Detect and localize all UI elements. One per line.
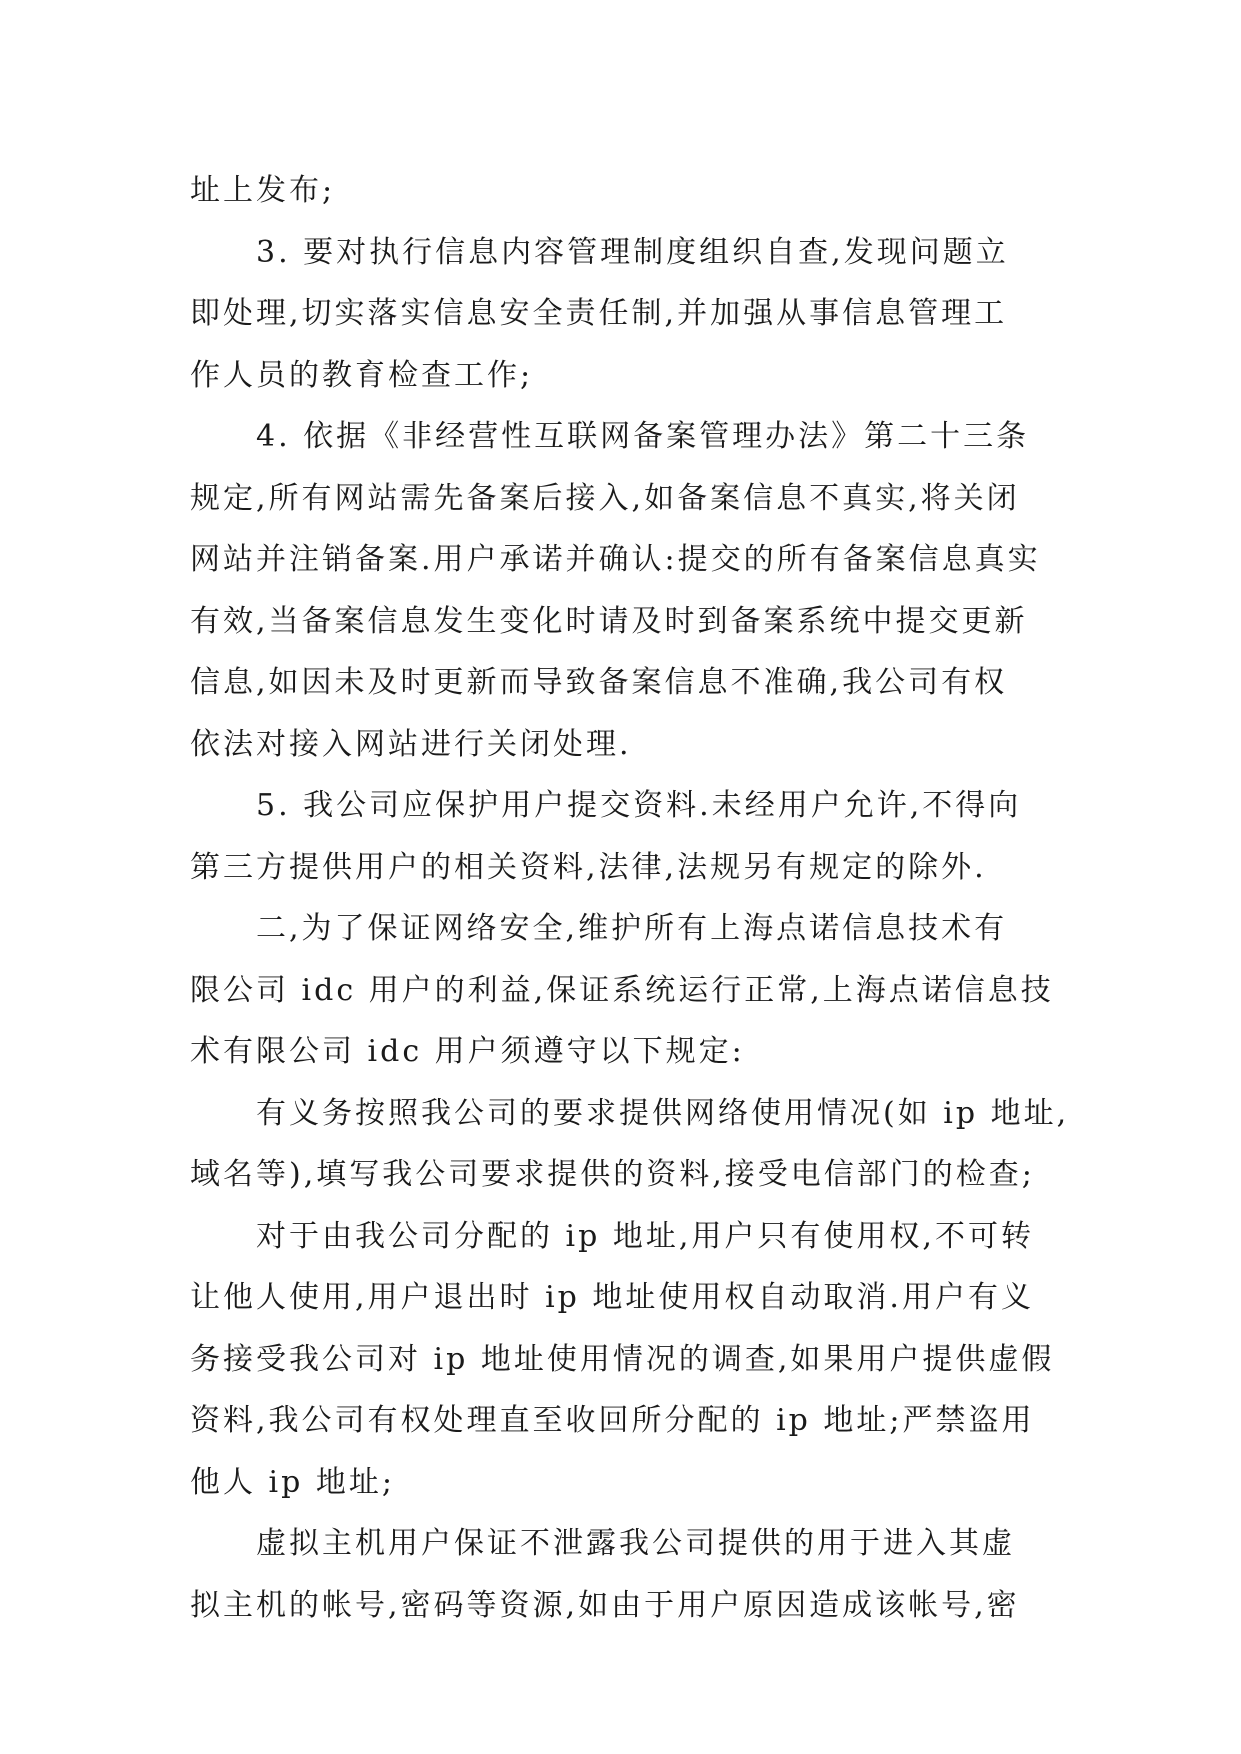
- text-line: 5. 我公司应保护用户提交资料.未经用户允许,不得向: [256, 788, 1022, 823]
- text-line: 域名等),填写我公司要求提供的资料,接受电信部门的检查;: [190, 1157, 1035, 1192]
- text-line: 虚拟主机用户保证不泄露我公司提供的用于进入其虚: [256, 1526, 1015, 1561]
- text-line: 即处理,切实落实信息安全责任制,并加强从事信息管理工: [190, 296, 1008, 331]
- text-line: 他人 ip 地址;: [190, 1464, 395, 1500]
- text-line: 3. 要对执行信息内容管理制度组织自查,发现问题立: [256, 234, 1009, 270]
- text-line: 信息,如因未及时更新而导致备案信息不准确,我公司有权: [190, 665, 1008, 700]
- text-line: 有效,当备案信息发生变化时请及时到备案系统中提交更新: [190, 603, 1028, 639]
- text-line: 4. 依据《非经营性互联网备案管理办法》第二十三条: [256, 419, 1030, 454]
- text-line: 务接受我公司对 ip 地址使用情况的调查,如果用户提供虚假: [190, 1341, 1055, 1377]
- text-line: 规定,所有网站需先备案后接入,如备案信息不真实,将关闭: [190, 480, 1020, 516]
- body-text: [190, 160, 1090, 1636]
- text-line: 有义务按照我公司的要求提供网络使用情况(如 ip 地址,: [256, 1095, 1070, 1131]
- text-line: 对于由我公司分配的 ip 地址,用户只有使用权,不可转: [256, 1218, 1034, 1254]
- text-line: 资料,我公司有权处理直至收回所分配的 ip 地址;严禁盗用: [190, 1403, 1035, 1438]
- text-line: 术有限公司 idc 用户须遵守以下规定:: [190, 1034, 745, 1069]
- text-line: 网站并注销备案.用户承诺并确认:提交的所有备案信息真实: [190, 542, 1041, 577]
- text-line: 第三方提供用户的相关资料,法律,法规另有规定的除外.: [190, 849, 987, 885]
- text-line: 让他人使用,用户退出时 ip 地址使用权自动取消.用户有义: [190, 1280, 1034, 1315]
- text-line: 依法对接入网站进行关闭处理.: [190, 726, 632, 762]
- text-line: 址上发布;: [190, 173, 336, 208]
- text-line: 二,为了保证网络安全,维护所有上海点诺信息技术有: [256, 911, 1008, 946]
- text-line: 限公司 idc 用户的利益,保证系统运行正常,上海点诺信息技: [190, 972, 1054, 1008]
- text-line: 作人员的教育检查工作;: [190, 357, 534, 393]
- text-line: 拟主机的帐号,密码等资源,如由于用户原因造成该帐号,密: [190, 1587, 1020, 1623]
